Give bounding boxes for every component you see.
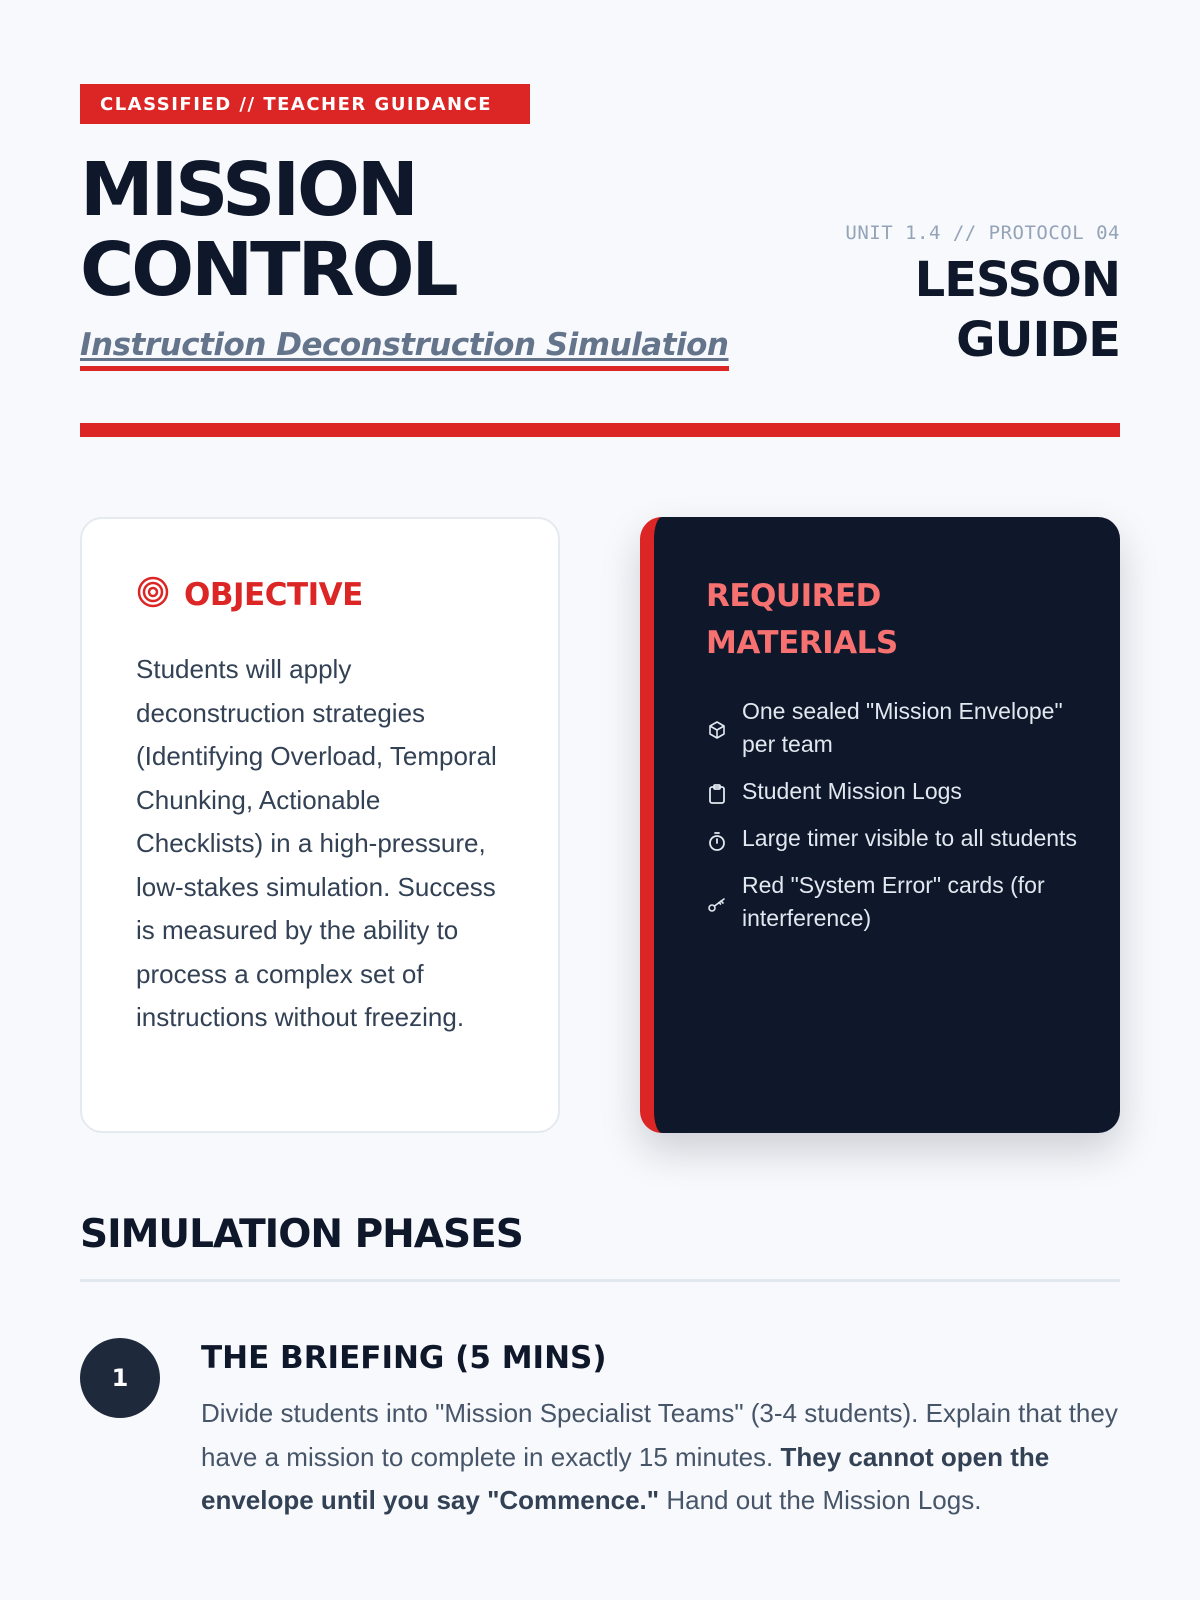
title-line-1: MISSION <box>80 147 416 233</box>
target-icon <box>136 575 170 614</box>
lesson-guide-line-2: GUIDE <box>956 312 1120 368</box>
phases-divider <box>80 1279 1120 1282</box>
key-icon <box>706 891 728 913</box>
timer-icon <box>706 828 728 850</box>
header-meta <box>845 222 1120 370</box>
phase-description <box>201 1392 1120 1523</box>
objective-title: OBJECTIVE <box>184 576 363 613</box>
objective-card <box>80 517 560 1133</box>
lesson-guide-line-1: LESSON <box>914 252 1120 308</box>
objective-text: Students will apply deconstruction strategies (Identifying Overload, Temporal Chunking, Actionable Checklists) in a high-pressure, low-stakes simulation. Success is measured by the ability to process a complex set of instructions without freezing. <box>136 654 497 1032</box>
material-label: Red "System Error" cards (for interference) <box>742 872 1045 931</box>
classified-badge: CLASSIFIED // TEACHER GUIDANCE <box>80 84 530 124</box>
list-item <box>706 775 1080 808</box>
header-divider <box>80 423 1120 437</box>
phase-title: THE BRIEFING (5 MINS) <box>201 1340 607 1376</box>
phases-title: SIMULATION PHASES <box>80 1212 523 1257</box>
phase-body <box>201 1338 1120 1523</box>
unit-code: UNIT 1.4 // PROTOCOL 04 <box>845 222 1120 244</box>
list-item <box>706 822 1080 855</box>
clipboard-icon <box>706 781 728 803</box>
phase-text-before: Divide students into "Mission Specialist Teams" (3-4 students). Explain that they have a mission to complete in exactly 15 minutes. <box>201 1398 1118 1472</box>
phase-text-emphasis: They cannot open the envelope until you say "Commence." <box>201 1441 1050 1515</box>
materials-title: REQUIRED MATERIALS <box>706 578 898 661</box>
materials-card <box>640 517 1120 1133</box>
list-item <box>706 695 1080 761</box>
phase-text-after: Hand out the Mission Logs. <box>659 1485 982 1515</box>
material-label: One sealed "Mission Envelope" per team <box>742 698 1063 757</box>
material-label: Student Mission Logs <box>742 778 962 804</box>
list-item <box>706 869 1080 935</box>
material-label: Large timer visible to all students <box>742 825 1077 851</box>
phase-number: 1 <box>80 1338 160 1418</box>
title-line-2: CONTROL <box>80 227 456 313</box>
page-subtitle: Instruction Deconstruction Simulation <box>80 326 729 371</box>
page-title <box>80 147 456 313</box>
package-icon <box>706 717 728 739</box>
objective-heading <box>136 575 504 614</box>
materials-list <box>706 695 1080 935</box>
lesson-guide-label <box>845 250 1120 370</box>
